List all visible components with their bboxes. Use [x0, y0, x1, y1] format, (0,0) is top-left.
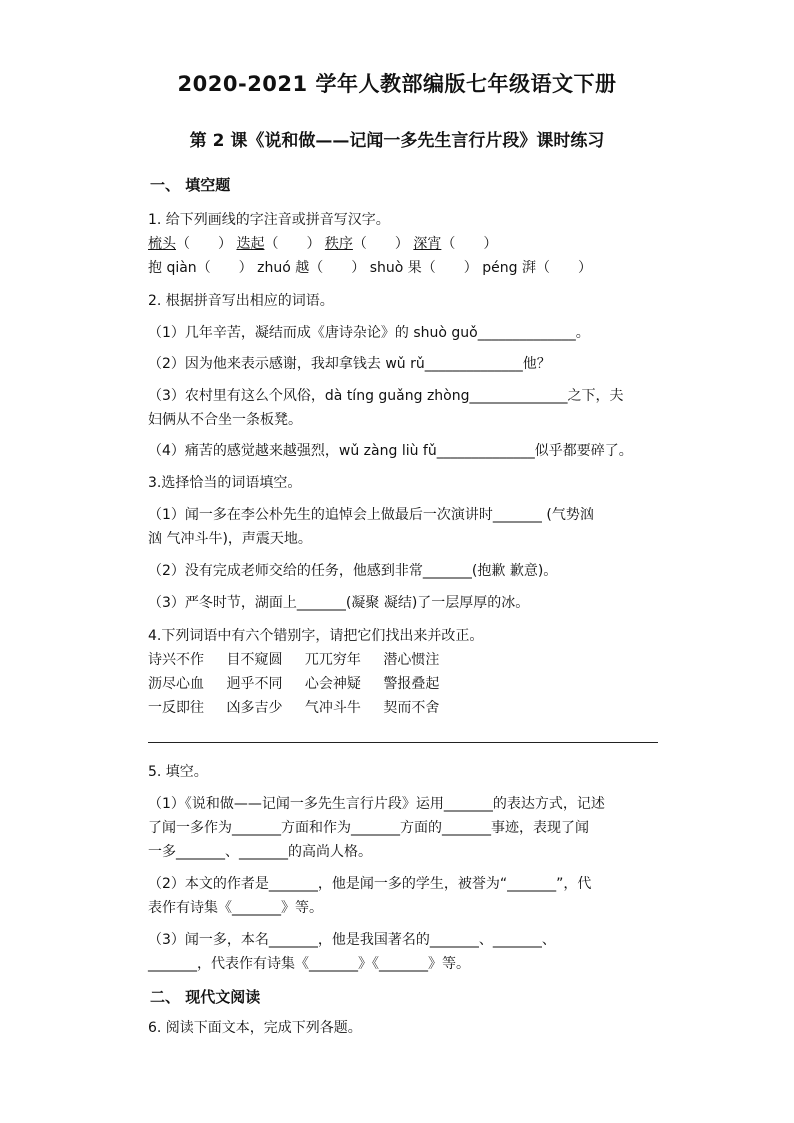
q5-item-2: （2）本文的作者是_______，他是闻一多的学生，被誉为“_______”，代 — [148, 876, 592, 892]
q4-row-3 — [148, 698, 457, 718]
q5-item-1: （1）《说和做——记闻一多先生言行片段》运用_______的表达方式，记述 — [148, 796, 605, 812]
q1-blank: （ ） — [352, 236, 409, 252]
q4-term: 迥乎不同 — [226, 676, 283, 692]
q4-term: 心会神疑 — [304, 676, 361, 692]
q3-item-1-cont: 汹 气冲斗牛)，声震天地。 — [148, 531, 312, 547]
q4-term: 诗兴不作 — [148, 652, 204, 668]
q3-item-3: （3）严冬时节，湖面上_______(凝聚 凝结)了一层厚厚的冰。 — [148, 595, 530, 611]
q4-row-1 — [148, 650, 457, 670]
lesson-subtitle: 第 2 课《说和做——记闻一多先生言行片段》课时练习 — [189, 131, 605, 151]
q2-item-3-cont: 妇俩从不合坐一条板凳。 — [148, 412, 302, 428]
q1-blank: （ ） — [176, 236, 232, 252]
q1-row2 — [148, 258, 592, 278]
answer-line — [148, 742, 658, 743]
q1-word: 秩序 — [324, 236, 353, 252]
q1-word: 抱 qiàn — [148, 260, 197, 276]
section-heading-reading: 二、 现代文阅读 — [150, 988, 261, 1006]
q4-term: 警报叠起 — [383, 676, 440, 692]
q4-term: 潜心惯注 — [383, 652, 440, 668]
q4-term: 目不窥圆 — [226, 652, 283, 668]
q1-blank: （ ） — [441, 236, 498, 252]
q4-term: 一反即往 — [148, 700, 204, 716]
q2-stem: 2. 根据拼音写出相应的词语。 — [148, 293, 334, 309]
q4-term: 兀兀穷年 — [304, 652, 361, 668]
q5-stem: 5. 填空。 — [148, 764, 208, 780]
q1-word: zhuó 越 — [257, 260, 310, 276]
q3-item-1: （1）闻一多在李公朴先生的追悼会上做最后一次演讲时_______ (气势汹 — [148, 507, 594, 523]
q1-blank: （ ） — [196, 260, 253, 276]
q1-blank: （ ） — [264, 236, 321, 252]
q5-item-1-cont: 了闻一多作为_______方面和作为_______方面的_______事迹，表现了闻 — [148, 820, 589, 836]
q4-row-2 — [148, 674, 457, 694]
q5-item-3-cont: _______，代表作有诗集《_______》《_______》等。 — [148, 956, 470, 972]
q4-term: 沥尽心血 — [148, 676, 204, 692]
q4-stem: 4.下列词语中有六个错别字，请把它们找出来并改正。 — [148, 628, 484, 644]
q1-blank: （ ） — [309, 260, 366, 276]
q1-row1 — [148, 234, 497, 254]
q3-item-2: （2）没有完成老师交给的任务，他感到非常_______(抱歉 歉意)。 — [148, 563, 558, 579]
q4-term: 契而不舍 — [383, 700, 440, 716]
q6-stem: 6. 阅读下面文本，完成下列各题。 — [148, 1020, 362, 1036]
q2-item-2: （2）因为他来表示感谢，我却拿钱去 wǔ rǔ______________他？ — [148, 356, 551, 372]
document-title: 2020-2021 学年人教部编版七年级语文下册 — [177, 72, 617, 96]
q4-term: 气冲斗牛 — [304, 700, 361, 716]
section-heading-fill-blanks: 一、 填空题 — [150, 176, 231, 194]
q1-blank: （ ） — [421, 260, 478, 276]
q1-word: 深宵 — [413, 236, 442, 252]
q2-item-3: （3）农村里有这么个风俗，dà tíng guǎng zhòng______________之下，夫 — [148, 388, 624, 404]
q5-item-3: （3）闻一多，本名_______，他是我国著名的_______、_______、 — [148, 932, 556, 948]
q3-stem: 3.选择恰当的词语填空。 — [148, 475, 302, 491]
q1-word: 梳头 — [148, 236, 176, 252]
q1-word: péng 湃 — [482, 260, 536, 276]
q1-blank: （ ） — [535, 260, 592, 276]
q1-word: 迭起 — [236, 236, 265, 252]
q4-term: 凶多吉少 — [226, 700, 283, 716]
q5-item-1-cont2: 一多_______、_______的高尚人格。 — [148, 844, 372, 860]
q1-stem: 1. 给下列画线的字注音或拼音写汉字。 — [148, 212, 390, 228]
q2-item-1: （1）几年辛苦，凝结而成《唐诗杂论》的 shuò guǒ______________。 — [148, 325, 590, 341]
q1-word: shuò 果 — [369, 260, 422, 276]
q5-item-2-cont: 表作有诗集《_______》等。 — [148, 900, 323, 916]
q2-item-4: （4）痛苦的感觉越来越强烈，wǔ zàng liù fǔ______________似乎都要碎了。 — [148, 443, 633, 459]
